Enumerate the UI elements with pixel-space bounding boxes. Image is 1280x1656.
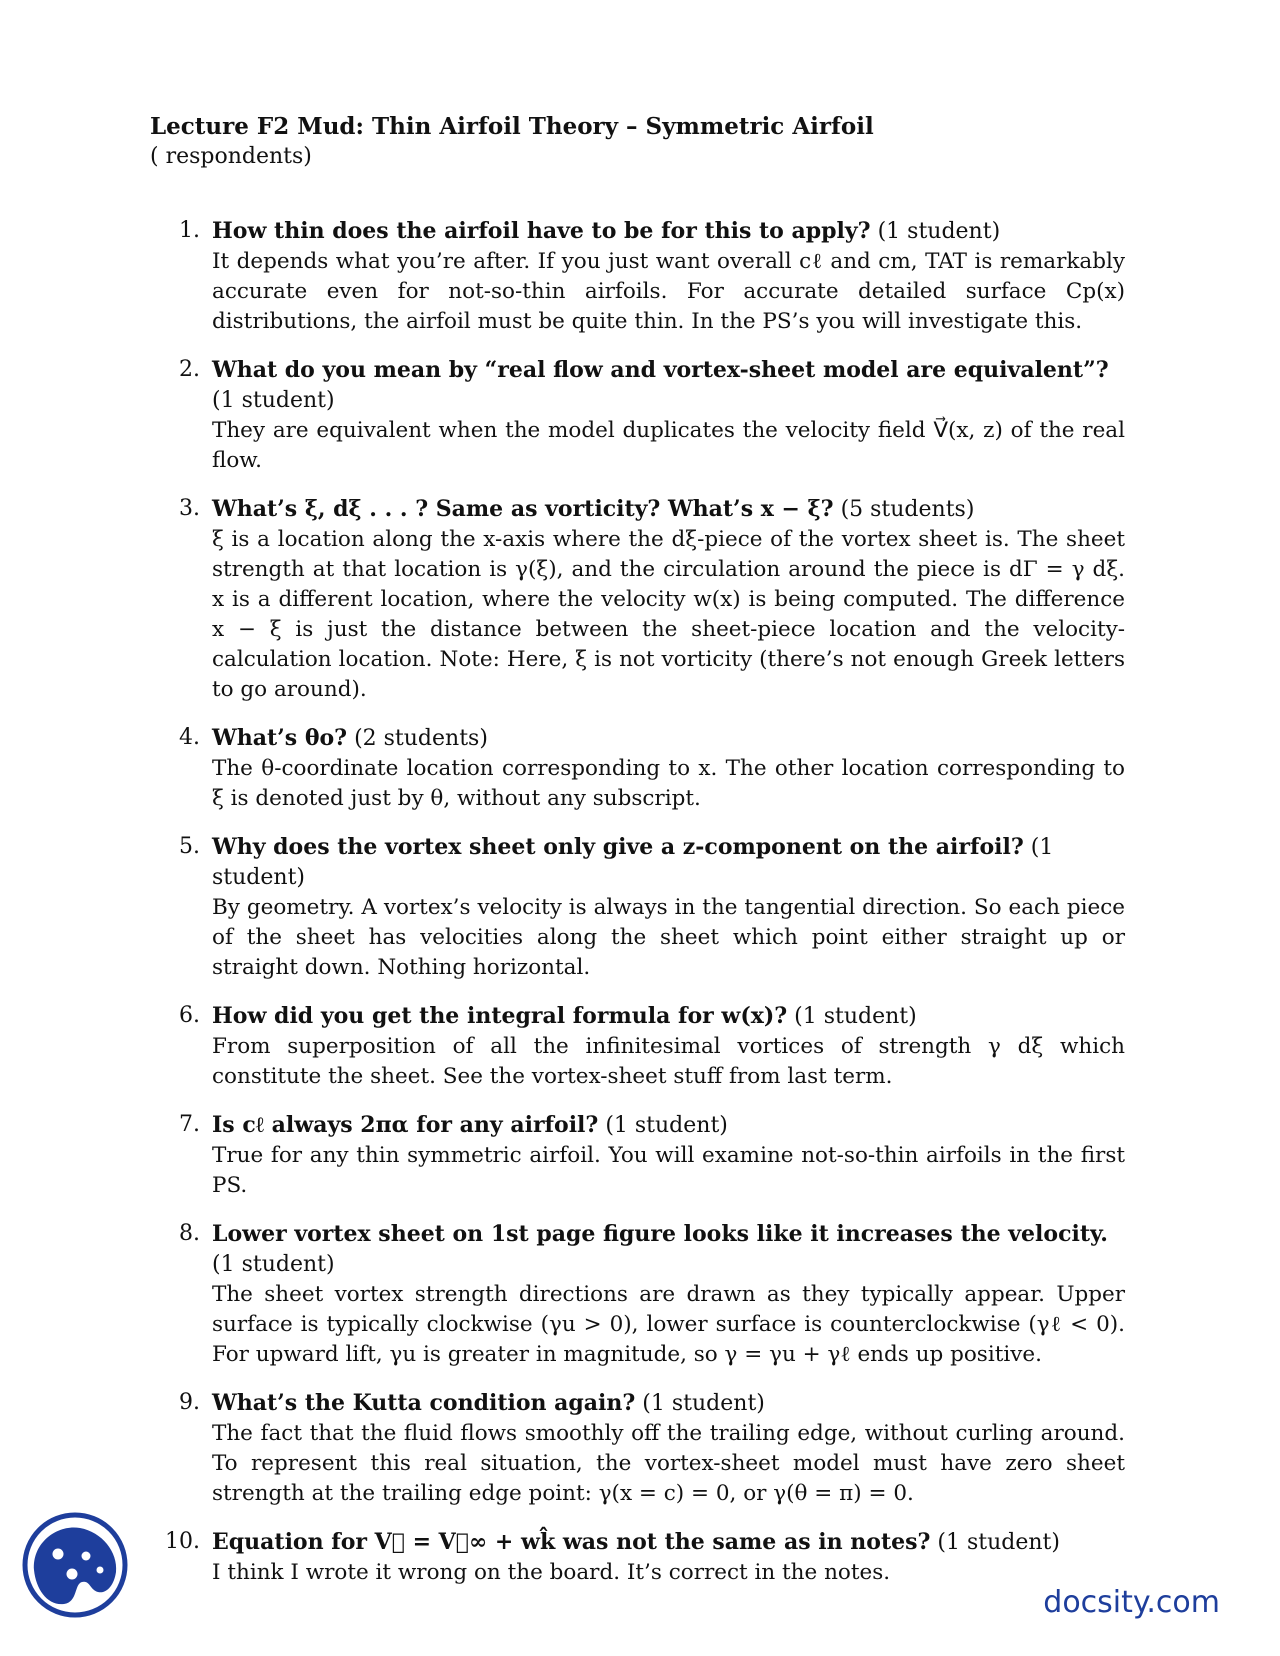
item-question: Why does the vortex sheet only give a z-component on the airfoil? (212, 834, 1024, 860)
item-number: 7. (179, 1112, 200, 1137)
list-item (150, 355, 1125, 476)
docsity-brand-link[interactable]: docsity.com (1043, 1585, 1220, 1620)
item-count: (1 student) (212, 388, 335, 413)
list-item (150, 216, 1125, 337)
item-number: 9. (179, 1390, 200, 1415)
item-answer: I think I wrote it wrong on the board. It’s correct in the notes. (212, 1560, 891, 1585)
list-item (150, 1219, 1125, 1370)
item-number: 6. (179, 1003, 200, 1028)
item-answer: The θ-coordinate location corresponding to x. The other location corresponding to ξ is denoted just by θ, without any subscript. (212, 756, 1125, 811)
item-number: 10. (165, 1529, 200, 1554)
item-number: 5. (179, 834, 200, 859)
item-question: Is cℓ always 2πα for any airfoil? (212, 1112, 599, 1138)
item-count: (2 students) (354, 726, 488, 751)
item-number: 8. (179, 1221, 200, 1246)
document-subtitle: ( respondents) (150, 144, 312, 169)
item-count: (1 student) (212, 1252, 335, 1277)
item-number: 3. (179, 496, 200, 521)
item-number: 2. (179, 357, 200, 382)
item-count: (1 student) (794, 1004, 917, 1029)
list-item (150, 1001, 1125, 1092)
list-item (150, 723, 1125, 814)
item-count: (1 student) (877, 219, 1001, 244)
document-page (150, 112, 1125, 1606)
item-count: (1 student) (937, 1530, 1060, 1555)
item-answer: The sheet vortex strength directions are drawn as they typically appear. Upper surface is typically clockwise (γu > 0), lower surface is counterclockwise (γℓ < 0). For upward lift, γu is greater in magnitude, so γ = γu + γℓ ends up positive. (212, 1282, 1125, 1367)
question-list (150, 216, 1125, 1588)
item-question: Lower vortex sheet on 1st page figure looks like it increases the velocity. (212, 1221, 1108, 1247)
list-item (150, 1388, 1125, 1509)
list-item (150, 494, 1125, 705)
item-question: How did you get the integral formula for w(x)? (212, 1003, 788, 1029)
docsity-logo-icon[interactable] (20, 1510, 130, 1620)
item-question: What’s the Kutta condition again? (212, 1390, 636, 1416)
item-question: What’s θo? (212, 725, 348, 751)
item-answer: True for any thin symmetric airfoil. You will examine not-so-thin airfoils in the first PS. (212, 1143, 1125, 1198)
item-question: Equation for V⃗ = V⃗∞ + wk̂ was not the same as in notes? (212, 1529, 931, 1555)
item-count: (1 student) (642, 1391, 765, 1416)
item-number: 1. (179, 218, 200, 243)
item-count: (1 student) (605, 1113, 728, 1138)
list-item (150, 1527, 1125, 1588)
item-answer: It depends what you’re after. If you just want overall cℓ and cm, TAT is remarkably accurate even for not-so-thin airfoils. For accurate detailed surface Cp(x) distributions, the airfoil must be quite thin. In the PS’s you will investigate this. (212, 249, 1125, 334)
list-item (150, 1110, 1125, 1201)
document-title: Lecture F2 Mud: Thin Airfoil Theory – Symmetric Airfoil (150, 113, 874, 140)
item-answer: From superposition of all the infinitesimal vortices of strength γ dξ which constitute the sheet. See the vortex-sheet stuff from last term. (212, 1034, 1125, 1089)
item-answer: They are equivalent when the model duplicates the velocity field V⃗(x, z) of the real flow. (212, 418, 1125, 473)
item-question: What do you mean by “real flow and vortex-sheet model are equivalent”? (212, 357, 1109, 383)
item-question: What’s ξ, dξ . . . ? Same as vorticity? What’s x − ξ? (212, 496, 834, 522)
item-count: (5 students) (840, 497, 975, 522)
item-question: How thin does the airfoil have to be for this to apply? (212, 218, 871, 244)
item-count: (1 student) (212, 835, 1054, 890)
list-item (150, 832, 1125, 983)
item-answer: ξ is a location along the x-axis where the dξ-piece of the vortex sheet is. The sheet strength at that location is γ(ξ), and the circulation around the piece is dΓ = γ dξ. x is a different location, where the velocity w(x) is being computed. The difference x − ξ is just the distance between the sheet-piece location and the velocity-calculation location. Note: Here, ξ is not vorticity (there’s not enough Greek letters to go around). (212, 527, 1125, 702)
item-answer: The fact that the fluid flows smoothly off the trailing edge, without curling around. To represent this real situation, the vortex-sheet model must have zero sheet strength at the trailing edge point: γ(x = c) = 0, or γ(θ = π) = 0. (212, 1421, 1125, 1506)
item-number: 4. (179, 725, 200, 750)
item-answer: By geometry. A vortex’s velocity is always in the tangential direction. So each piece of the sheet has velocities along the sheet which point either straight up or straight down. Nothing horizontal. (212, 895, 1125, 980)
